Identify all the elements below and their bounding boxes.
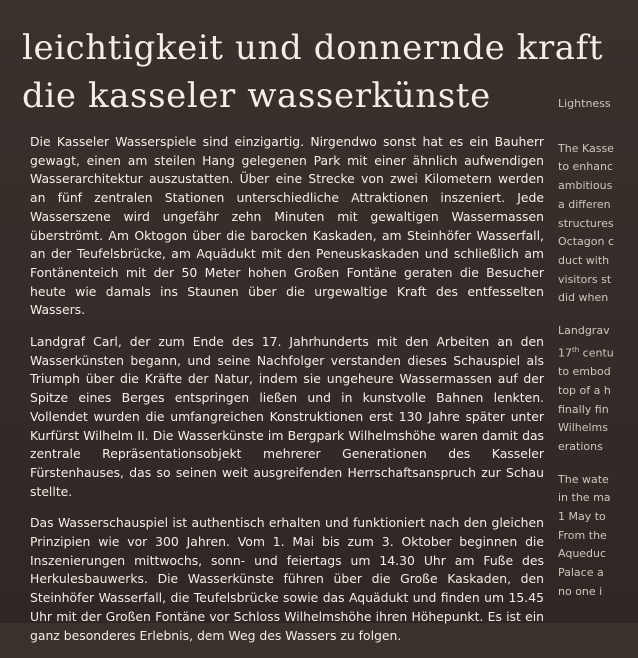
english-line: duct with — [558, 253, 610, 267]
german-text-column — [30, 133, 544, 658]
english-line: no one i — [558, 584, 603, 598]
ordinal-superscript: th — [572, 345, 580, 354]
english-line: Wilhelms — [558, 421, 608, 435]
english-line: The Kasse — [558, 141, 614, 155]
english-block-1 — [558, 140, 638, 308]
title-line-1: leichtigkeit und donnernde kraft — [22, 28, 604, 68]
english-line: to enhanc — [558, 160, 614, 174]
english-line: The wate — [558, 472, 609, 486]
english-line: erations — [558, 439, 603, 453]
english-line: 1 May to — [558, 510, 606, 524]
english-text-column — [558, 95, 638, 616]
english-line-century — [558, 341, 638, 363]
english-line: finally fin — [558, 402, 609, 416]
english-line: Aqueduc — [558, 547, 607, 561]
english-line: to embod — [558, 365, 611, 379]
title-line-2: die kasseler wasserkünste — [22, 76, 491, 116]
english-line: visitors st — [558, 272, 612, 286]
paragraph-3: Das Wasserschauspiel ist authentisch erhalten und funktioniert nach den gleichen Prinzipien wie vor 300 Jahren. Vom 1. Mai bis zum 3. Oktober beginnen die Inszenierungen mittwochs, sonn- und feiertags um 14.30 Uhr am Fuße des Herkulesbauwerks. Die Wasserkünste führen über die Große Kaskaden, den Steinhöfer Wasserfall, die Teufelsbrücke sowie das Aquädukt und finden um 15.45 Uhr mit der Großen Fontäne vor Schloss Wilhelmshöhe ihren Höhepunkt. Es ist ein ganz besonderes Erlebnis, dem Weg des Wassers zu folgen. — [30, 515, 544, 643]
paragraph-1: Die Kasseler Wasserspiele sind einzigartig. Nirgendwo sonst hat es ein Bauherr gewagt, einen am steilen Hang gelegenen Park mit einer ähnlich aufwendigen Wasserarchitektur auszustatten. Über eine Strecke von zwei Kilometern werden an fünf zentralen Stationen unterschiedliche Attraktionen inszeniert. Jede Wasserszene wird ungefähr zehn Minuten mit gewaltigen Wassermassen überströmt. Am Oktogon über die barocken Kaskaden, am Steinhöfer Wasserfall, an der Teufelsbrücke, am Aquädukt mit den Peneuskaskaden und schließlich am Fontänenteich mit der 50 Meter hohen Großen Fontäne geraten die Besucher heute wie damals ins Staunen über die urgewaltige Kraft des entfesselten Wassers. — [30, 134, 544, 318]
english-line: Landgrav — [558, 324, 610, 338]
english-line-century-word: centu — [579, 346, 614, 360]
english-block-2 — [558, 322, 638, 457]
english-line: structures — [558, 216, 614, 230]
paragraph-2: Landgraf Carl, der zum Ende des 17. Jahrhunderts mit den Arbeiten an den Wasserkünsten begann, und seine Nachfolger verstanden dieses Schauspiel als Triumph über die Kräfte der Natur, indem sie ungeheure Wassermassen auf der Spitze eines Berges entspringen ließen und in kunstvolle Bahnen lenkten. Vollendet wurden die umfangreichen Konstruktionen erst 130 Jahre später unter Kurfürst Wilhelm II. Die Wasserkünste im Bergpark Wilhelmshöhe waren damit das zentrale Repräsentationsobjekt mehrerer Generationen des Kasseler Fürstenhauses, das so seinen weit ausgreifenden Herrschaftsanspruch zur Schau stellte. — [30, 334, 544, 499]
english-line-century-number: 17 — [558, 346, 572, 360]
english-line: Octagon c — [558, 235, 614, 249]
english-line: in the ma — [558, 491, 611, 505]
english-block-3 — [558, 471, 638, 602]
english-line: ambitious — [558, 179, 613, 193]
english-line: top of a h — [558, 383, 611, 397]
english-line: a differen — [558, 197, 611, 211]
english-line: From the — [558, 528, 607, 542]
english-subtitle: Lightness — [558, 97, 611, 110]
english-line: did when — [558, 291, 609, 305]
english-line: Palace a — [558, 566, 604, 580]
